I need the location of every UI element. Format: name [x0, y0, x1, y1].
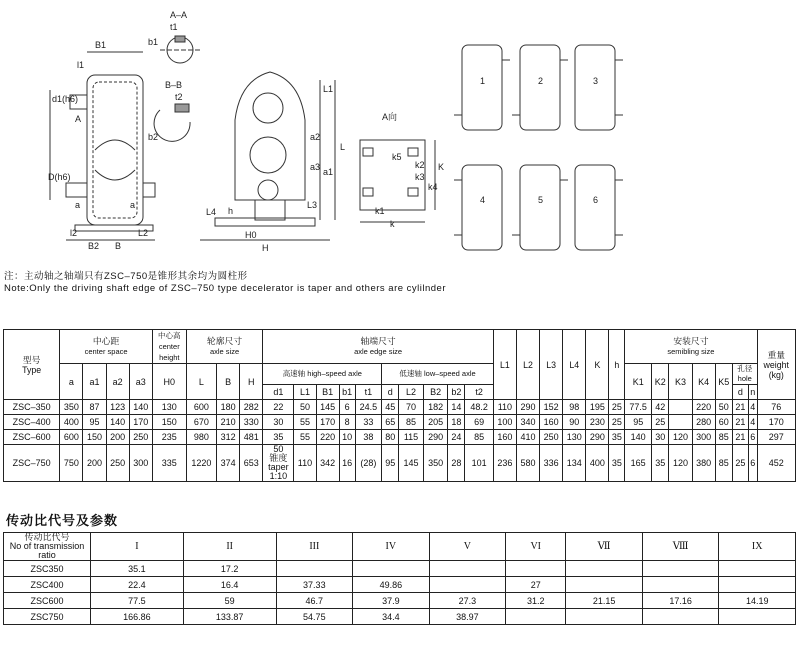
table-cell: 30 — [263, 415, 294, 430]
table-cell: 6 — [339, 400, 355, 415]
th-hs-L1: L1 — [294, 385, 316, 400]
dim-a1: a1 — [323, 167, 334, 177]
table-cell: 42 — [652, 400, 669, 415]
table-cell: 35 — [263, 430, 294, 445]
table-cell: 140 — [129, 400, 152, 415]
table-row — [4, 593, 796, 609]
ratio-value-cell: 49.86 — [353, 577, 430, 593]
table-row — [4, 430, 796, 445]
ratio-value-cell: 54.75 — [276, 609, 353, 625]
table-cell: 145 — [316, 400, 339, 415]
th-B1: B1 — [316, 385, 339, 400]
table-cell: 21 — [732, 415, 748, 430]
table-cell: 21 — [732, 430, 748, 445]
note-en: Note:Only the driving shaft edge of ZSC–750 type decelerator is taper and others are cylilnder — [4, 283, 446, 294]
table-cell: 100 — [493, 415, 516, 430]
section-bb-drawing — [154, 104, 190, 141]
table-cell: 140 — [625, 430, 652, 445]
ratio-value-cell: 37.33 — [276, 577, 353, 593]
table-cell: 250 — [540, 430, 563, 445]
table-cell: 150 — [83, 430, 106, 445]
table-cell: 374 — [217, 445, 240, 482]
dim-k5: k5 — [392, 152, 402, 162]
row-type-cell: ZSC–750 — [4, 445, 60, 482]
table-cell: 342 — [316, 445, 339, 482]
table-cell: 98 — [563, 400, 586, 415]
ratio-value-cell: 133.87 — [183, 609, 276, 625]
ratio-code-header: I — [91, 533, 184, 561]
dim-b2: B2 — [88, 241, 100, 251]
th-L: L — [186, 364, 216, 400]
table-cell: 300 — [129, 445, 152, 482]
table-cell: 335 — [152, 445, 186, 482]
table-cell: 28 — [448, 445, 465, 482]
table-cell: 30 — [652, 430, 669, 445]
th-h-small: h — [609, 330, 625, 400]
dim-l1-front: L1 — [323, 84, 334, 94]
table-cell: 134 — [563, 445, 586, 482]
ratio-value-cell: 38.97 — [429, 609, 506, 625]
table-cell: 25 — [732, 445, 748, 482]
table-cell: 160 — [540, 415, 563, 430]
ratio-value-cell: 31.2 — [506, 593, 566, 609]
ratio-code-header: Ⅶ — [566, 533, 643, 561]
dim-h: H — [262, 243, 269, 253]
ratio-value-cell: 21.15 — [566, 593, 643, 609]
taper-line: 50 — [273, 444, 284, 454]
dim-d: D(h6) — [48, 172, 71, 182]
table-cell: 10 — [339, 430, 355, 445]
ratio-value-cell: 46.7 — [276, 593, 353, 609]
dim-t2: t2 — [175, 92, 183, 102]
table-cell: 180 — [217, 400, 240, 415]
dim-l1: l1 — [77, 60, 85, 70]
dim-b1-sec: b1 — [148, 37, 159, 47]
table-row — [4, 561, 796, 577]
dim-a2: a2 — [310, 132, 321, 142]
table-cell: 380 — [692, 445, 715, 482]
ratio-code-header: III — [276, 533, 353, 561]
ratio-code-header: IX — [719, 533, 796, 561]
table-cell: 170 — [757, 415, 795, 430]
table-cell: 18 — [448, 415, 465, 430]
table-cell: 130 — [152, 400, 186, 415]
table-cell: 25 — [609, 400, 625, 415]
table-cell: 95 — [625, 415, 652, 430]
table-cell: 35 — [652, 445, 669, 482]
table-cell: 312 — [217, 430, 240, 445]
front-view-drawing — [200, 72, 335, 240]
table-cell — [669, 415, 692, 430]
dim-d1: d1(h6) — [52, 94, 79, 104]
table-cell: 77.5 — [625, 400, 652, 415]
table-cell: 8 — [339, 415, 355, 430]
table-cell: 170 — [316, 415, 339, 430]
table-cell: 130 — [563, 430, 586, 445]
table-row — [4, 609, 796, 625]
table-cell: 45 — [382, 400, 399, 415]
technical-drawings — [0, 0, 800, 262]
taper-line: 锥度 — [269, 453, 288, 463]
table-cell: 85 — [715, 430, 732, 445]
table-cell: 90 — [563, 415, 586, 430]
dim-l2: l2 — [70, 228, 78, 238]
table-cell: 235 — [152, 430, 186, 445]
dim-a-right: a — [130, 200, 136, 210]
table-cell: 101 — [465, 445, 493, 482]
table-cell: 38 — [355, 430, 382, 445]
table-cell: 290 — [423, 430, 448, 445]
table-cell: 400 — [586, 445, 609, 482]
th-l4: L4 — [563, 330, 586, 400]
th-a1: a1 — [83, 364, 106, 400]
row-type-cell: ZSC–400 — [4, 415, 60, 430]
table-cell: 200 — [83, 445, 106, 482]
table-cell: 400 — [60, 415, 83, 430]
taper-line: taper — [268, 462, 289, 472]
table-cell: 750 — [60, 445, 83, 482]
table-cell: 16 — [339, 445, 355, 482]
th-t1: t1 — [355, 385, 382, 400]
ratio-code-header: Ⅷ — [642, 533, 719, 561]
table-cell: 25 — [652, 415, 669, 430]
th-a: a — [60, 364, 83, 400]
table-cell: 1220 — [186, 445, 216, 482]
taper-cell — [263, 445, 294, 482]
ratio-value-cell — [429, 577, 506, 593]
ratio-value-cell — [429, 561, 506, 577]
table-cell: 200 — [106, 430, 129, 445]
arrangement-2: 2 — [538, 76, 544, 86]
th-axle-size: 轮廓尺寸 axle size — [186, 330, 263, 364]
th-hole: 孔径 hole — [732, 364, 757, 385]
th-type: 型号 Type — [4, 330, 60, 400]
dim-a3: a3 — [310, 162, 321, 172]
arrangement-4: 4 — [480, 195, 486, 205]
table-cell: 55 — [294, 415, 316, 430]
ratio-code-header: V — [429, 533, 506, 561]
table-row — [4, 400, 796, 415]
table-cell: 25 — [609, 415, 625, 430]
dim-k1: k1 — [375, 206, 385, 216]
table-cell: 85 — [465, 430, 493, 445]
th-l2: L2 — [516, 330, 539, 400]
table-cell: 69 — [465, 415, 493, 430]
table-cell: 290 — [516, 400, 539, 415]
table-cell: (28) — [355, 445, 382, 482]
dim-a: A — [75, 114, 82, 124]
table-cell: 35 — [609, 445, 625, 482]
th-B: B — [217, 364, 240, 400]
th-a2: a2 — [106, 364, 129, 400]
table-cell: 165 — [625, 445, 652, 482]
th-d1: d1 — [263, 385, 294, 400]
ratio-model-cell: ZSC350 — [4, 561, 91, 577]
table-cell: 980 — [186, 430, 216, 445]
table-row — [4, 415, 796, 430]
table-cell: 50 — [294, 400, 316, 415]
table-cell: 80 — [382, 430, 399, 445]
table-cell: 236 — [493, 445, 516, 482]
th-B2: B2 — [423, 385, 448, 400]
table-cell: 330 — [240, 415, 263, 430]
table-cell: 195 — [586, 400, 609, 415]
th-axle-edge: 轴端尺寸 axle edge size — [263, 330, 493, 364]
th-t2: t2 — [465, 385, 493, 400]
side-view-drawing — [50, 52, 155, 240]
table-cell: 4 — [748, 415, 757, 430]
ratio-value-cell — [506, 609, 566, 625]
dim-k: K — [438, 162, 445, 172]
row-type-cell: ZSC–350 — [4, 400, 60, 415]
table-cell: 150 — [152, 415, 186, 430]
table-cell: 160 — [493, 430, 516, 445]
th-hole-n: n — [748, 385, 757, 400]
table-cell: 452 — [757, 445, 795, 482]
table-cell: 481 — [240, 430, 263, 445]
table-cell: 6 — [748, 445, 757, 482]
table-cell: 123 — [106, 400, 129, 415]
table-cell: 182 — [423, 400, 448, 415]
dim-l4: L4 — [206, 207, 217, 217]
ratio-value-cell — [719, 561, 796, 577]
table-cell: 300 — [692, 430, 715, 445]
table-cell: 140 — [106, 415, 129, 430]
table-cell: 110 — [493, 400, 516, 415]
taper-line: 1:10 — [269, 471, 288, 481]
th-K1: K1 — [625, 364, 652, 400]
ratio-value-cell: 59 — [183, 593, 276, 609]
table-cell: 410 — [516, 430, 539, 445]
table-cell: 14 — [448, 400, 465, 415]
th-center-space: 中心距 center space — [60, 330, 153, 364]
th-K4: K4 — [692, 364, 715, 400]
label-view-a: A向 — [382, 112, 398, 122]
ratio-model-cell: ZSC600 — [4, 593, 91, 609]
ratio-value-cell: 22.4 — [91, 577, 184, 593]
ratio-value-cell — [566, 609, 643, 625]
table-cell: 670 — [186, 415, 216, 430]
th-k: K — [586, 330, 609, 400]
dim-k-bottom: k — [390, 219, 395, 229]
table-cell — [669, 400, 692, 415]
th-low-speed: 低速轴 low–speed axle — [382, 364, 494, 385]
table-cell: 70 — [399, 400, 424, 415]
dim-k3: k3 — [415, 172, 425, 182]
ratio-value-cell — [566, 561, 643, 577]
dim-h0: H0 — [245, 230, 257, 240]
table-cell: 210 — [217, 415, 240, 430]
ratio-value-cell — [353, 561, 430, 577]
dim-b1: B1 — [95, 40, 107, 50]
table-cell: 85 — [399, 415, 424, 430]
ratio-code-header: II — [183, 533, 276, 561]
ratio-value-cell: 14.19 — [719, 593, 796, 609]
table-cell: 120 — [669, 430, 692, 445]
ratio-value-cell — [276, 561, 353, 577]
table-cell: 205 — [423, 415, 448, 430]
dim-h-small: h — [228, 206, 234, 216]
table-cell: 50 — [715, 400, 732, 415]
note-cn: 注：主动轴之轴端只有ZSC–750是锥形其余均为圆柱形 — [4, 271, 248, 282]
row-type-cell: ZSC–600 — [4, 430, 60, 445]
ratio-value-cell: 27.3 — [429, 593, 506, 609]
arrangement-6: 6 — [593, 195, 599, 205]
ratio-value-cell: 17.16 — [642, 593, 719, 609]
ratio-value-cell — [719, 577, 796, 593]
table-cell: 600 — [60, 430, 83, 445]
arrangement-1: 1 — [480, 76, 486, 86]
table-cell: 653 — [240, 445, 263, 482]
table-cell: 24 — [448, 430, 465, 445]
table-cell: 22 — [263, 400, 294, 415]
table-cell: 600 — [186, 400, 216, 415]
dim-b: B — [115, 241, 122, 251]
th-weight: 重量 weight (kg) — [757, 330, 795, 400]
table-cell: 48.2 — [465, 400, 493, 415]
table-cell: 280 — [692, 415, 715, 430]
ratio-code-header: IV — [353, 533, 430, 561]
table-cell: 220 — [316, 430, 339, 445]
table-cell: 55 — [294, 430, 316, 445]
table-cell: 33 — [355, 415, 382, 430]
dim-k2: k2 — [415, 160, 425, 170]
dim-l: L — [340, 142, 346, 152]
dim-k4: k4 — [428, 182, 438, 192]
ratio-value-cell: 166.86 — [91, 609, 184, 625]
table-cell: 145 — [399, 445, 424, 482]
ratio-code-header: VI — [506, 533, 566, 561]
dim-l3: L3 — [307, 200, 318, 210]
ratio-value-cell: 17.2 — [183, 561, 276, 577]
dim-l2-right: L2 — [138, 228, 149, 238]
ratio-value-cell — [566, 577, 643, 593]
table-cell: 230 — [586, 415, 609, 430]
table-row — [4, 577, 796, 593]
label-section-bb: B–B — [165, 80, 183, 90]
th-d: d — [382, 385, 399, 400]
th-h0: H0 — [152, 364, 186, 400]
table-row — [4, 445, 796, 482]
table-cell: 85 — [715, 445, 732, 482]
table-cell: 336 — [540, 445, 563, 482]
table-cell: 110 — [294, 445, 316, 482]
ratio-value-cell: 27 — [506, 577, 566, 593]
ratio-value-cell — [642, 577, 719, 593]
table-cell: 95 — [382, 445, 399, 482]
ratio-value-cell: 16.4 — [183, 577, 276, 593]
th-high-speed: 高速轴 high–speed axle — [263, 364, 382, 385]
dim-t1: t1 — [170, 22, 178, 32]
table-cell: 35 — [609, 430, 625, 445]
table-cell: 21 — [732, 400, 748, 415]
ratio-value-cell — [719, 609, 796, 625]
table-cell: 340 — [516, 415, 539, 430]
spec-table — [3, 329, 796, 482]
table-cell: 6 — [748, 430, 757, 445]
th-a3: a3 — [129, 364, 152, 400]
table-cell: 250 — [106, 445, 129, 482]
dim-b2-sec: b2 — [148, 132, 159, 142]
table-cell: 87 — [83, 400, 106, 415]
ratio-value-cell: 77.5 — [91, 593, 184, 609]
table-cell: 95 — [83, 415, 106, 430]
section-aa-drawing — [160, 36, 200, 63]
arrangement-3: 3 — [593, 76, 599, 86]
ratio-header-label: 传动比代号 No of transmission ratio — [4, 533, 91, 561]
dim-a-left: a — [75, 200, 81, 210]
th-H: H — [240, 364, 263, 400]
ratio-value-cell — [642, 609, 719, 625]
ratio-value-cell: 35.1 — [91, 561, 184, 577]
table-cell: 60 — [715, 415, 732, 430]
table-cell: 170 — [129, 415, 152, 430]
th-K2: K2 — [652, 364, 669, 400]
table-cell: 250 — [129, 430, 152, 445]
ratio-value-cell — [642, 561, 719, 577]
th-l1: L1 — [493, 330, 516, 400]
table-cell: 290 — [586, 430, 609, 445]
ratio-model-cell: ZSC750 — [4, 609, 91, 625]
table-cell: 65 — [382, 415, 399, 430]
table-cell: 152 — [540, 400, 563, 415]
th-K3: K3 — [669, 364, 692, 400]
ratio-value-cell — [506, 561, 566, 577]
table-cell: 120 — [669, 445, 692, 482]
table-cell: 297 — [757, 430, 795, 445]
ratio-value-cell: 34.4 — [353, 609, 430, 625]
th-ls-L2: L2 — [399, 385, 424, 400]
th-hole-d: d — [732, 385, 748, 400]
table-cell: 282 — [240, 400, 263, 415]
table-cell: 115 — [399, 430, 424, 445]
label-section-aa: A–A — [170, 10, 188, 20]
ratio-title: 传动比代号及参数 — [6, 513, 119, 528]
table-cell: 220 — [692, 400, 715, 415]
arrangement-5: 5 — [538, 195, 544, 205]
th-l3: L3 — [540, 330, 563, 400]
th-K5: K5 — [715, 364, 732, 400]
th-assembly: 安装尺寸 semibling size — [625, 330, 757, 364]
ratio-value-cell: 37.9 — [353, 593, 430, 609]
ratio-model-cell: ZSC400 — [4, 577, 91, 593]
table-cell: 76 — [757, 400, 795, 415]
table-cell: 4 — [748, 400, 757, 415]
th-center-height: 中心高 center height — [152, 330, 186, 364]
table-cell: 350 — [60, 400, 83, 415]
table-cell: 350 — [423, 445, 448, 482]
table-cell: 24.5 — [355, 400, 382, 415]
th-b1: b1 — [339, 385, 355, 400]
table-cell: 580 — [516, 445, 539, 482]
th-b2: b2 — [448, 385, 465, 400]
ratio-table — [3, 532, 796, 625]
